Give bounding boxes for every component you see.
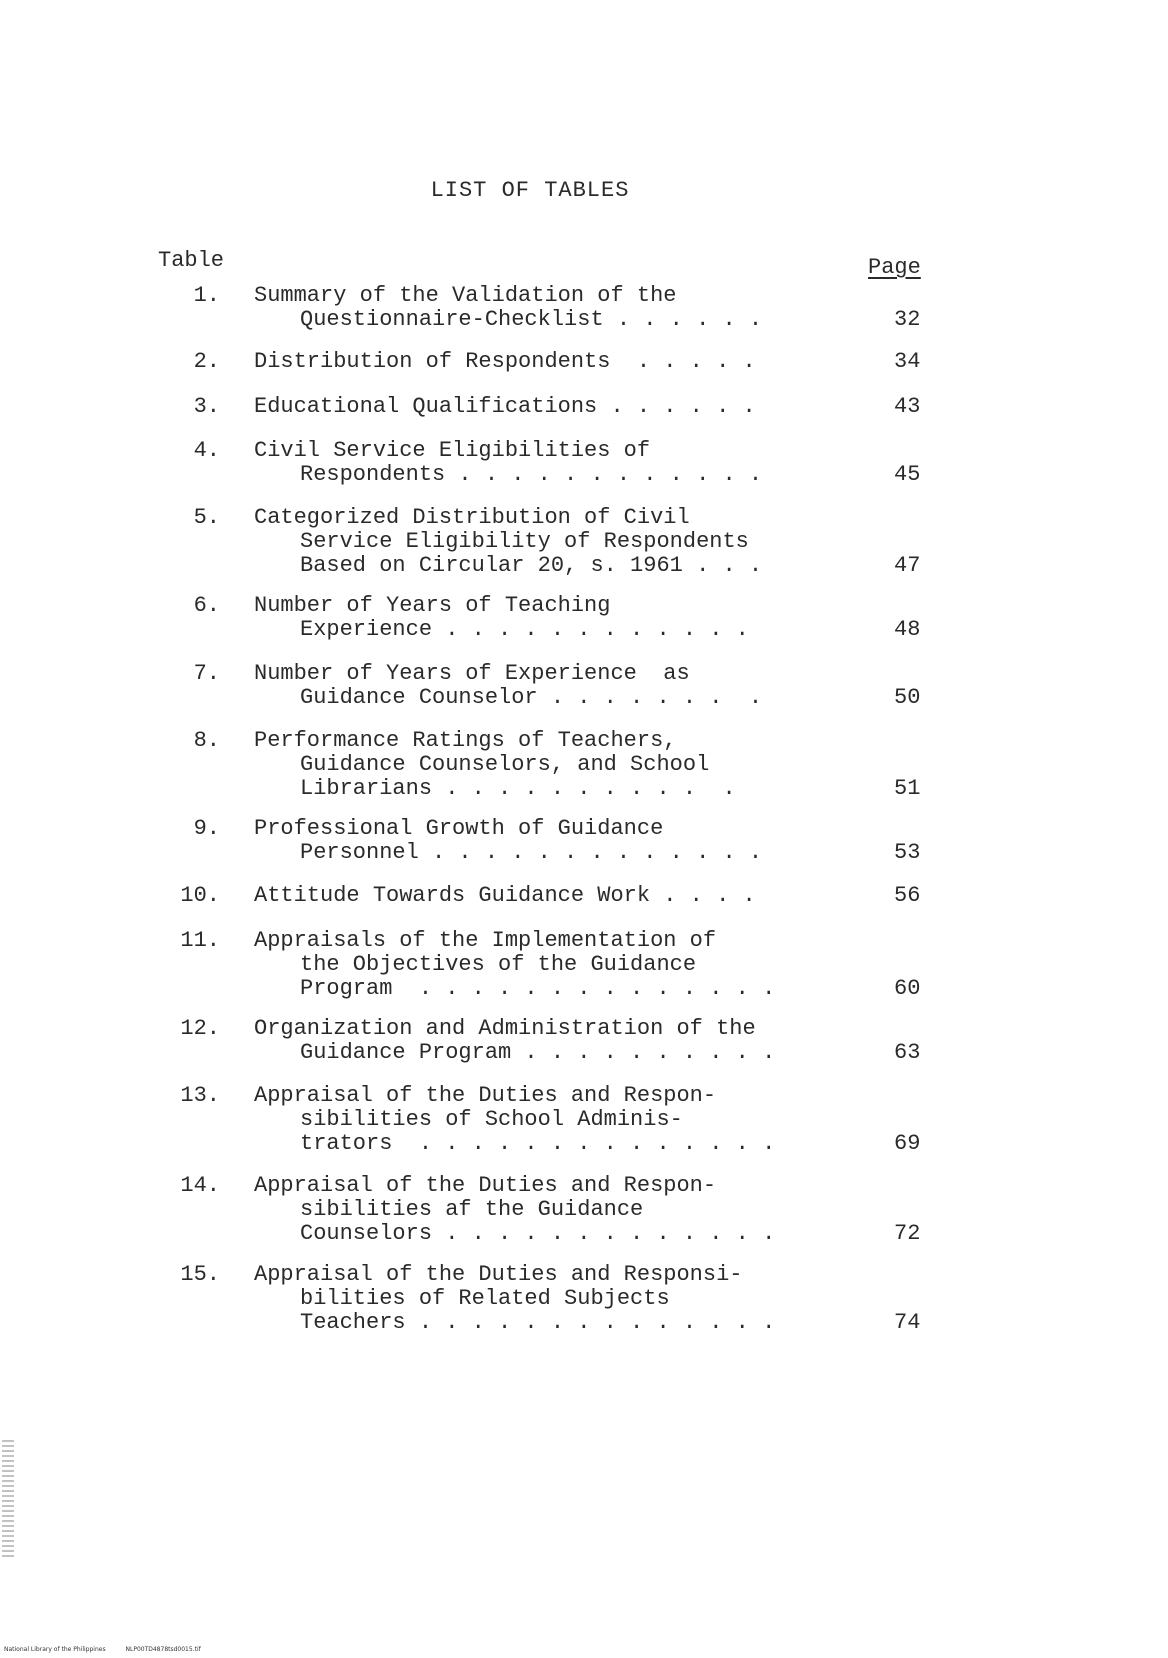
- entry-number: 7.: [193, 661, 220, 686]
- entry-title-line: Professional Growth of Guidance: [254, 816, 664, 841]
- table-column-header: Table: [158, 248, 225, 273]
- entry-page-number: 63: [894, 1040, 921, 1065]
- entry-title: [254, 1174, 775, 1246]
- entry-title-line: the Objectives of the Guidance: [300, 952, 697, 977]
- entry-title: [254, 1017, 775, 1065]
- entry-page-number: 47: [894, 553, 921, 578]
- scan-footer: [4, 1646, 219, 1653]
- entry-title-line: Guidance Program . . . . . . . . . .: [300, 1040, 776, 1065]
- entry-page-number: 72: [894, 1221, 921, 1246]
- entry-page-number: 34: [894, 349, 921, 374]
- page-column-header: Page: [868, 255, 921, 280]
- entry-number: 1.: [193, 283, 220, 308]
- entry-page-number: 48: [894, 617, 921, 642]
- entry-title-line: Teachers . . . . . . . . . . . . . .: [300, 1310, 776, 1335]
- entry-number: 4.: [193, 438, 220, 463]
- entry-number: 11.: [180, 928, 220, 953]
- entry-title-line: Educational Qualifications . . . . . .: [254, 394, 756, 419]
- entry-title: [254, 884, 756, 908]
- entry-title: [254, 439, 762, 487]
- entry-page-number: 50: [894, 685, 921, 710]
- entry-number: 8.: [193, 728, 220, 753]
- entry-number: 15.: [180, 1262, 220, 1287]
- entry-title-line: Program . . . . . . . . . . . . . .: [300, 976, 776, 1001]
- entry-title-line: Summary of the Validation of the: [254, 283, 677, 308]
- entry-number: 14.: [180, 1173, 220, 1198]
- entry-title: [254, 506, 762, 578]
- entry-title: [254, 662, 762, 710]
- entry-page-number: 51: [894, 776, 921, 801]
- entry-title: [254, 817, 762, 865]
- entry-title-line: Experience . . . . . . . . . . . .: [300, 617, 749, 642]
- entry-page-number: 69: [894, 1131, 921, 1156]
- entry-title: [254, 929, 775, 1001]
- entry-number: 5.: [193, 505, 220, 530]
- entry-page-number: 43: [894, 394, 921, 419]
- entry-page-number: 60: [894, 976, 921, 1001]
- entry-title-line: Categorized Distribution of Civil: [254, 505, 690, 530]
- entry-title: [254, 350, 756, 374]
- entry-title-line: sibilities of School Adminis-: [300, 1107, 683, 1132]
- entry-title-line: Librarians . . . . . . . . . . .: [300, 776, 736, 801]
- entry-page-number: 74: [894, 1310, 921, 1335]
- entry-title-line: bilities of Related Subjects: [300, 1286, 670, 1311]
- entry-title-line: Counselors . . . . . . . . . . . . .: [300, 1221, 776, 1246]
- entry-title-line: Respondents . . . . . . . . . . . .: [300, 462, 763, 487]
- entry-title-line: Personnel . . . . . . . . . . . . .: [300, 840, 763, 865]
- entry-number: 10.: [180, 883, 220, 908]
- entry-title-line: trators . . . . . . . . . . . . . .: [300, 1131, 776, 1156]
- entry-page-number: 56: [894, 883, 921, 908]
- footer-filename: NLP00TD4878tsd0015.tif: [125, 1646, 201, 1653]
- entry-title-line: Number of Years of Experience as: [254, 661, 690, 686]
- entry-title: [254, 1084, 775, 1156]
- entry-title-line: Performance Ratings of Teachers,: [254, 728, 677, 753]
- entry-title-line: Questionnaire-Checklist . . . . . .: [300, 307, 763, 332]
- entry-title-line: Appraisal of the Duties and Responsi-: [254, 1262, 743, 1287]
- entry-number: 3.: [193, 394, 220, 419]
- entry-title-line: Appraisals of the Implementation of: [254, 928, 717, 953]
- entry-title-line: Service Eligibility of Respondents: [300, 529, 749, 554]
- page-title: LIST OF TABLES: [430, 178, 630, 203]
- entry-title: [254, 284, 762, 332]
- scan-edge-mark: [2, 1440, 14, 1558]
- entry-title-line: Organization and Administration of the: [254, 1016, 756, 1041]
- entry-page-number: 32: [894, 307, 921, 332]
- entry-number: 12.: [180, 1016, 220, 1041]
- entry-number: 13.: [180, 1083, 220, 1108]
- entry-title-line: Number of Years of Teaching: [254, 593, 611, 618]
- entry-number: 9.: [193, 816, 220, 841]
- entry-title-line: Appraisal of the Duties and Respon-: [254, 1173, 717, 1198]
- entry-title-line: sibilities af the Guidance: [300, 1197, 644, 1222]
- entry-page-number: 53: [894, 840, 921, 865]
- entry-title: [254, 1263, 775, 1335]
- entry-title-line: Guidance Counselor . . . . . . . .: [300, 685, 763, 710]
- entry-title-line: Civil Service Eligibilities of: [254, 438, 651, 463]
- entry-title-line: Appraisal of the Duties and Respon-: [254, 1083, 717, 1108]
- entry-title: [254, 395, 756, 419]
- entry-title-line: Guidance Counselors, and School: [300, 752, 710, 777]
- entry-page-number: 45: [894, 462, 921, 487]
- entry-title-line: Distribution of Respondents . . . . .: [254, 349, 756, 374]
- footer-library: National Library of the Philippines: [4, 1646, 106, 1653]
- entry-title-line: Attitude Towards Guidance Work . . . .: [254, 883, 756, 908]
- entry-number: 2.: [193, 349, 220, 374]
- entry-title: [254, 729, 736, 801]
- entry-number: 6.: [193, 593, 220, 618]
- entry-title: [254, 594, 749, 642]
- entry-title-line: Based on Circular 20, s. 1961 . . .: [300, 553, 763, 578]
